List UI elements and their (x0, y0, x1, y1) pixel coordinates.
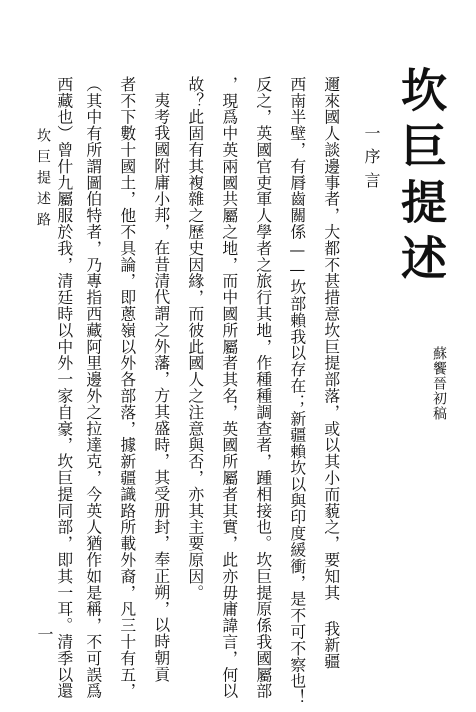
body-line-5: 故？此固有其複雜之歷史因緣，而彼此國人之注意與否，亦其主要原因。 (185, 76, 205, 601)
body-line-8: （其中有所謂圖伯特者，乃專指西藏阿里邊外之拉達克，今英人猶作如是稱，不可誤爲 (83, 76, 103, 700)
body-line-6: 夷考我國附庸小邦，在昔清代謂之外藩，方其盛時，其受册封，奉正朔，以時朝貢 (151, 92, 171, 683)
body-line-4: ，現爲中英兩國共屬之地，而中國所屬者其名，英國所屬者其實，此亦毋庸諱言，何以 (219, 76, 239, 700)
document-title: 坎巨提述 (394, 66, 448, 290)
section-title: 序言 (362, 148, 381, 196)
section-number: 一 (362, 125, 381, 141)
running-head: 坎巨提述路 (35, 128, 51, 233)
body-line-3: 反之，英國官吏軍人學者之旅行其地，作種種調查者，踵相接也。坎巨提原係我國屬部 (253, 76, 273, 700)
body-line-7: 者不下數十國土，他不具論，即蔥嶺以外各部落，據新疆識路所載外裔，凡三十有五， (117, 76, 137, 700)
body-line-2: 西南半壁，有脣齒關係——坎部賴我以存在；新疆賴坎以與印度緩衝，是不可不察也！ (287, 76, 307, 706)
body-line-1: 邇來國人談邊事者，大都不甚措意坎巨提部落，或以其小而藐之，要知其 我新疆 (321, 76, 341, 670)
page-number: 一 (35, 626, 54, 642)
author-credit: 蘇饗晉初稿 (431, 346, 447, 421)
body-line-9: 西藏也）曾什九屬服於我，清廷時以中外一家自豪，坎巨提同部，即其一耳。清季以還 (54, 76, 74, 700)
